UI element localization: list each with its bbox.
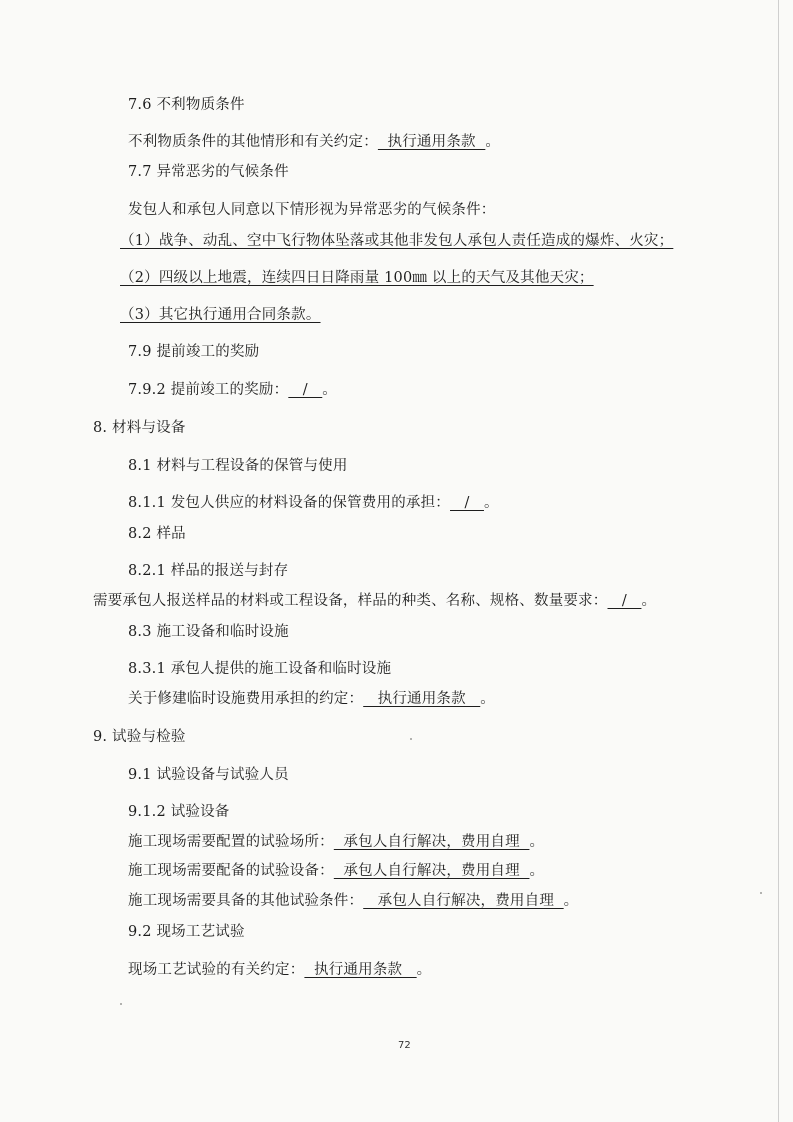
- heading-8-3-1: 8.3.1 承包人提供的施工设备和临时设施: [128, 661, 392, 677]
- clause-9-2: [128, 960, 431, 980]
- heading-8-2: 8.2 样品: [128, 526, 186, 542]
- heading-9-1: 9.1 试验设备与试验人员: [128, 767, 289, 783]
- heading-9-2: 9.2 现场工艺试验: [128, 924, 245, 940]
- scan-speck: [760, 892, 762, 894]
- clause-9-1-2-a-text: 施工现场需要配置的试验场所：: [128, 834, 334, 850]
- clause-8-3-1: [128, 689, 495, 709]
- clause-9-1-2-a-end: 。: [529, 834, 545, 850]
- clause-8-1-1-end: 。: [483, 495, 499, 511]
- clause-9-1-2-b: [128, 861, 544, 881]
- clause-7-9-2-end: 。: [322, 382, 337, 398]
- heading-7-9: 7.9 提前竣工的奖励: [128, 344, 260, 360]
- clause-7-7-item-1-text: （1）战争、动乱、空中飞行物体坠落或其他非发包人承包人责任造成的爆炸、火灾；: [120, 233, 674, 249]
- clause-8-3-1-end: 。: [480, 691, 495, 707]
- clause-7-7-item-3-text: （3）其它执行通用合同条款。: [120, 307, 321, 323]
- clause-9-1-2-c: [128, 891, 578, 911]
- clause-8-3-1-text: 关于修建临时设施费用承担的约定：: [128, 691, 364, 707]
- clause-8-1-1-value: /: [450, 495, 484, 511]
- heading-7-6: 7.6 不利物质条件: [128, 97, 245, 113]
- clause-8-2-1-end: 。: [641, 593, 657, 609]
- clause-7-6-text: 不利物质条件的其他情形和有关约定：: [128, 134, 378, 150]
- page-number: 72: [398, 1040, 411, 1051]
- heading-9: 9. 试验与检验: [93, 729, 186, 745]
- clause-7-7-intro: 发包人和承包人同意以下情形视为异常恶劣的气候条件：: [128, 202, 496, 218]
- clause-9-2-end: 。: [416, 962, 432, 978]
- clause-9-1-2-c-text: 施工现场需要具备的其他试验条件：: [128, 893, 364, 909]
- clause-8-1-1: [128, 493, 499, 513]
- heading-8-1: 8.1 材料与工程设备的保管与使用: [128, 458, 348, 474]
- scan-edge: [778, 0, 779, 1122]
- clause-8-2-1-text: 需要承包人报送样品的材料或工程设备，样品的种类、名称、规格、数量要求：: [93, 593, 608, 609]
- clause-8-1-1-text: 8.1.1 发包人供应的材料设备的保管费用的承担：: [128, 495, 451, 511]
- scan-speck: [410, 738, 412, 740]
- clause-7-9-2-value: /: [288, 382, 323, 398]
- clause-8-2-1-value: /: [607, 593, 642, 609]
- clause-7-7-item-3: [120, 305, 321, 325]
- clause-7-6-value: 执行通用条款: [377, 134, 486, 150]
- heading-8: 8. 材料与设备: [93, 420, 186, 436]
- heading-8-2-1: 8.2.1 样品的报送与封存: [128, 563, 289, 579]
- clause-9-1-2-c-value: 承包人自行解决，费用自理: [363, 893, 564, 909]
- clause-8-2-1: [93, 591, 656, 611]
- clause-7-6-end: 。: [485, 134, 501, 150]
- clause-8-3-1-value: 执行通用条款: [363, 691, 481, 707]
- clause-7-7-item-1: [120, 231, 673, 251]
- clause-7-7-item-2: [120, 268, 594, 288]
- clause-9-2-text: 现场工艺试验的有关约定：: [128, 962, 305, 978]
- clause-7-9-2-text: 7.9.2 提前竣工的奖励：: [128, 382, 289, 398]
- clause-9-1-2-b-end: 。: [529, 863, 545, 879]
- clause-9-1-2-a-value: 承包人自行解决，费用自理: [333, 834, 530, 850]
- clause-9-1-2-b-value: 承包人自行解决，费用自理: [333, 863, 530, 879]
- clause-7-9-2: [128, 380, 337, 400]
- clause-9-1-2-b-text: 施工现场需要配备的试验设备：: [128, 863, 334, 879]
- heading-7-7: 7.7 异常恶劣的气候条件: [128, 164, 289, 180]
- heading-9-1-2: 9.1.2 试验设备: [128, 804, 230, 820]
- heading-8-3: 8.3 施工设备和临时设施: [128, 624, 289, 640]
- scan-speck: [120, 1003, 122, 1005]
- clause-9-1-2-c-end: 。: [563, 893, 579, 909]
- clause-7-7-item-2-text: （2）四级以上地震，连续四日日降雨量 100㎜ 以上的天气及其他天灾；: [120, 270, 594, 286]
- clause-9-1-2-a: [128, 832, 544, 852]
- clause-9-2-value: 执行通用条款: [304, 962, 417, 978]
- clause-7-6: [128, 132, 500, 152]
